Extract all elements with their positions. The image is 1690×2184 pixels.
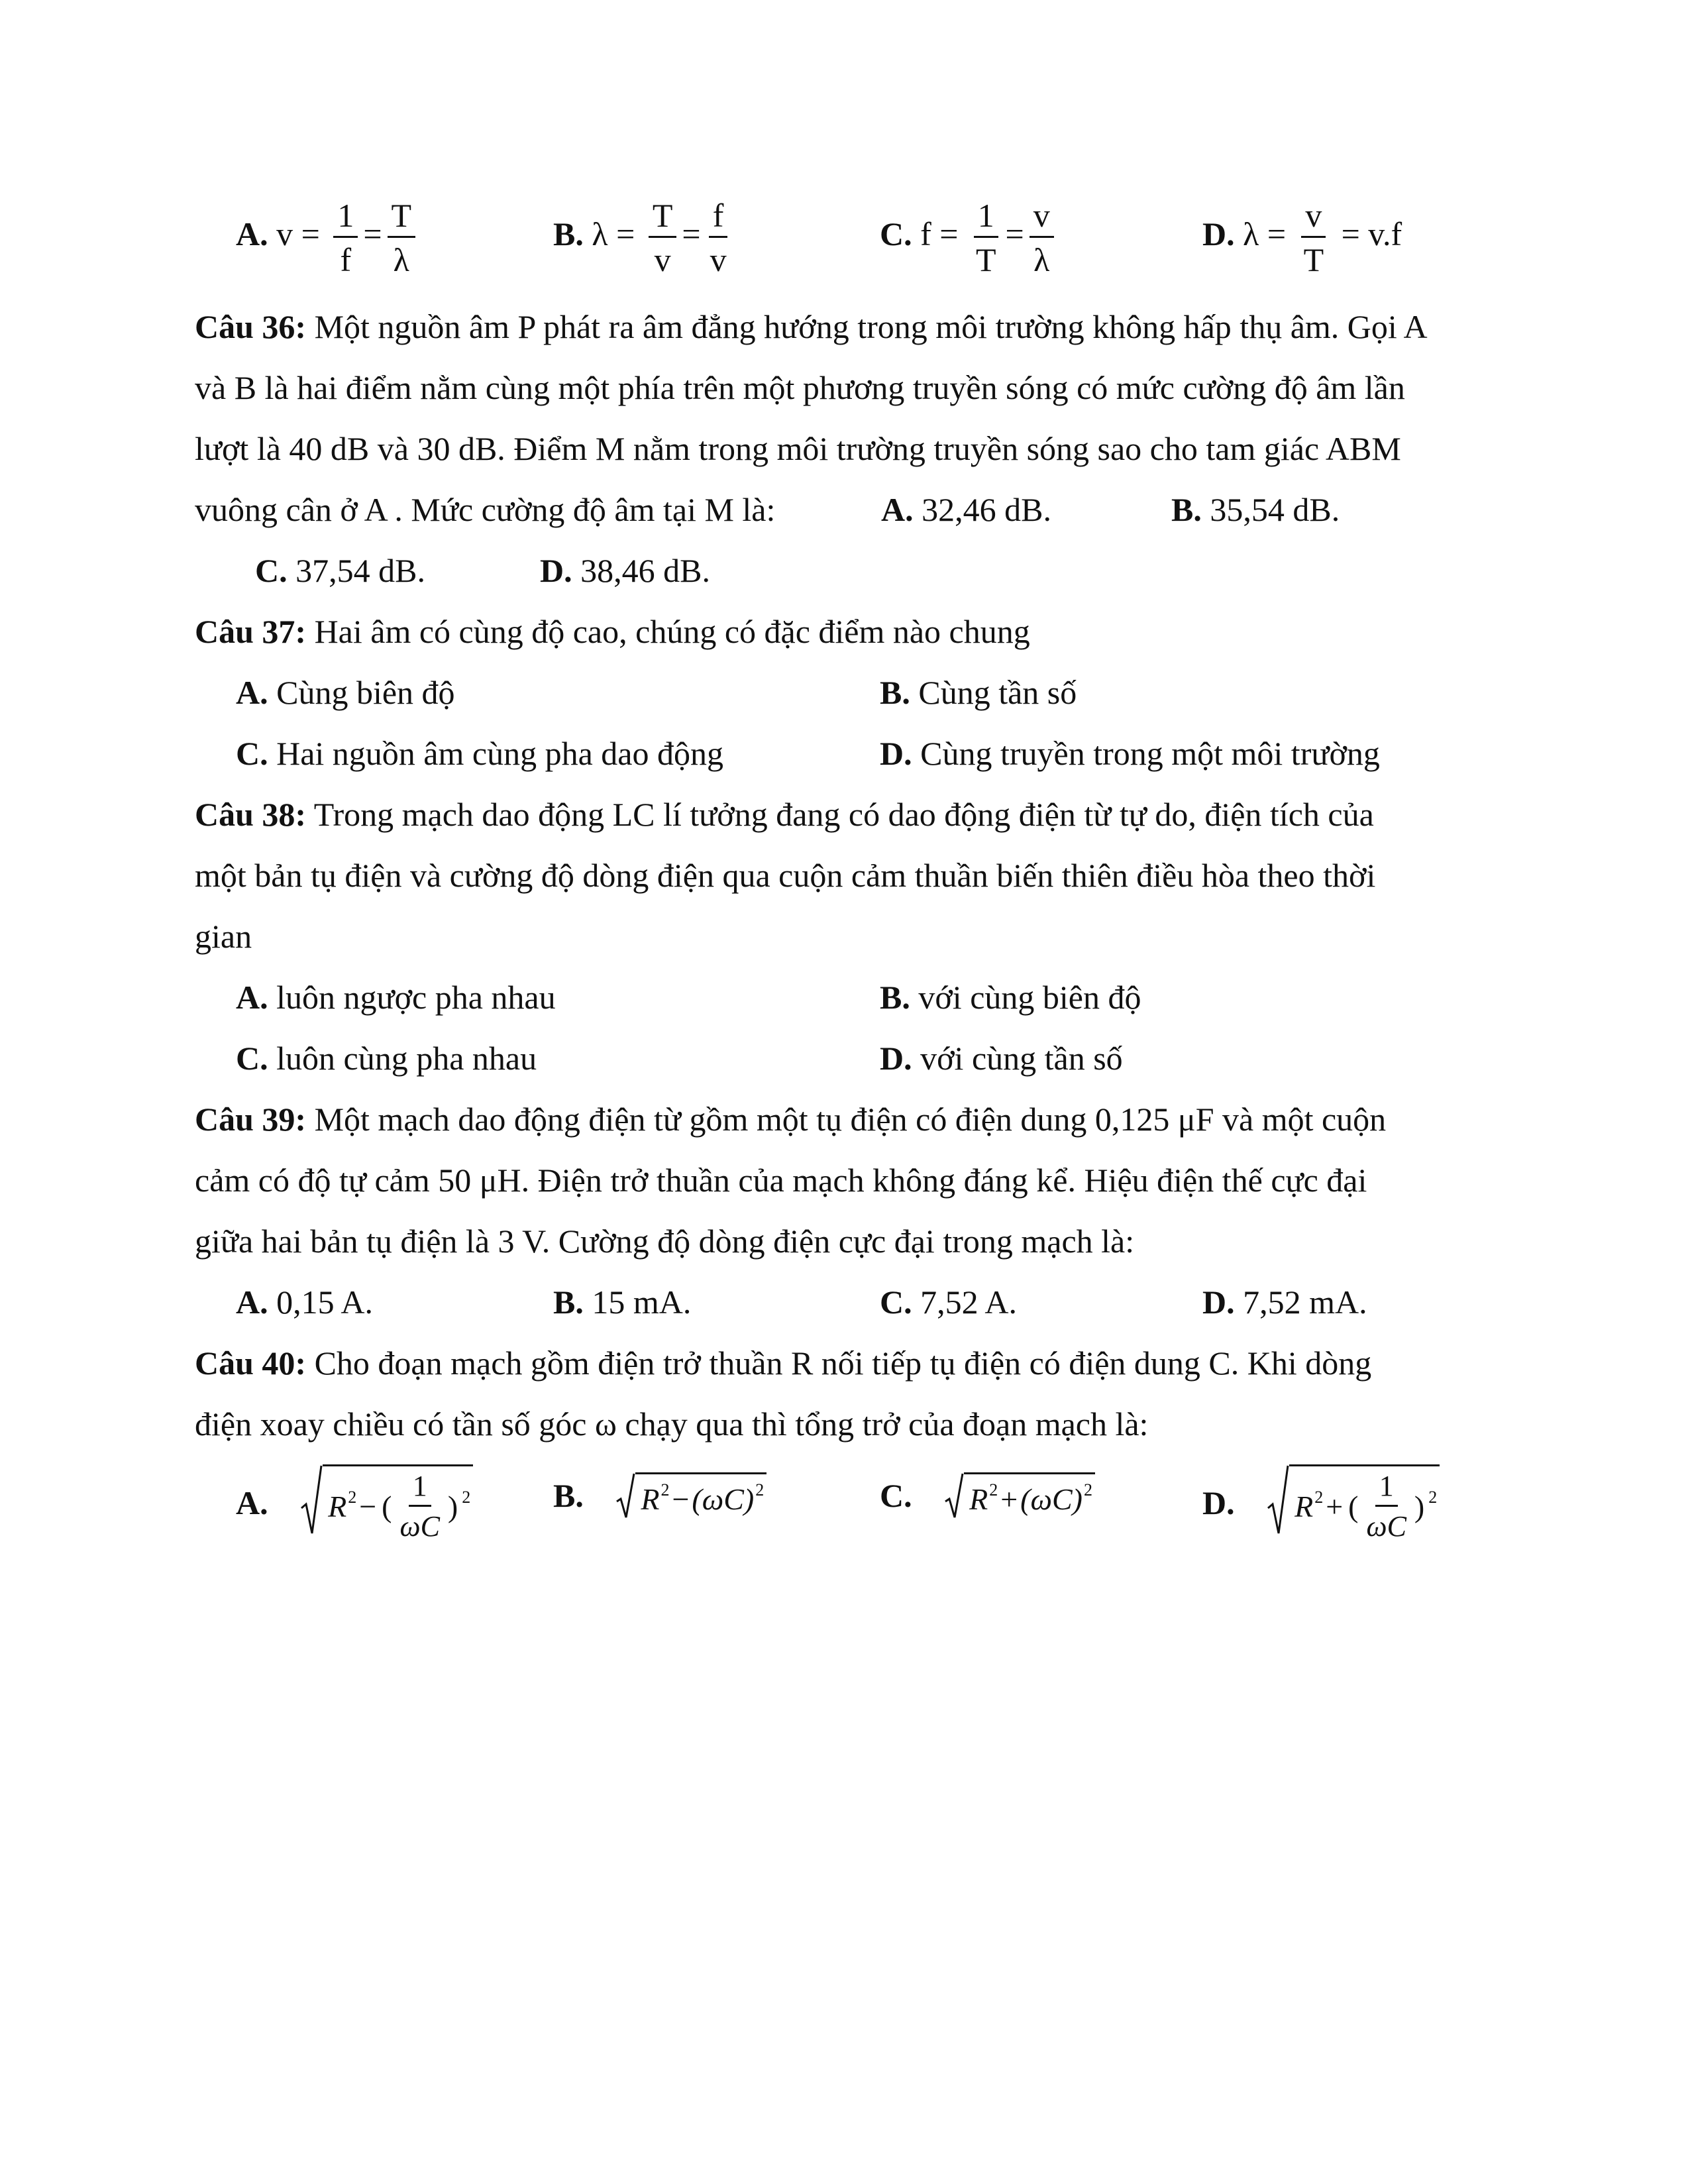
q40-line-1: Câu 40: Cho đoạn mạch gồm điện trở thuần R nối tiếp tụ điện có điện dung C. Khi dòng <box>195 1344 1372 1382</box>
q38-option-d: D. với cùng tần số <box>880 1040 1123 1077</box>
question-label: Câu 36: <box>195 308 307 345</box>
q38-line-3: gian <box>195 918 252 955</box>
q35-option-b: B. λ = $\frac{T}{v}$ = $\frac{f}{v}$ <box>553 199 736 276</box>
q39-line-3: giữa hai bản tụ điện là 3 V. Cường độ dòng điện cực đại trong mạch là: <box>195 1223 1135 1260</box>
fraction: $\frac{T}{v}$ <box>649 199 677 276</box>
question-label: Câu 38: <box>195 796 307 833</box>
fraction: $\frac{1}{T}$ <box>972 199 1000 276</box>
q37-line-1: Câu 37: Hai âm có cùng độ cao, chúng có đặc điểm nào chung <box>195 613 1030 650</box>
q39-line-2: cảm có độ tự cảm 50 μH. Điện trở thuần của mạch không đáng kể. Hiệu điện thế cực đại <box>195 1162 1367 1199</box>
q36-option-a: A. 32,46 dB. <box>881 491 1051 528</box>
q36-line-1: Câu 36: Một nguồn âm P phát ra âm đẳng hướng trong môi trường không hấp thụ âm. Gọi A <box>195 308 1428 345</box>
fraction: $\frac{v}{\lambda}$ <box>1030 199 1054 276</box>
q39-option-b: B. 15 mA. <box>553 1283 692 1321</box>
q39-option-d: D. 7,52 mA. <box>1202 1283 1367 1321</box>
question-label: Câu 39: <box>195 1101 307 1138</box>
q35-option-c: C. f = $\frac{1}{T}$ = $\frac{v}{\lambda}$ <box>880 199 1059 276</box>
question-label: Câu 40: <box>195 1344 307 1382</box>
q38-line-1: Câu 38: Trong mạch dao động LC lí tưởng đang có dao động điện từ tự do, điện tích của <box>195 796 1374 833</box>
q40-option-a: A. R $^2$ − ( $\frac{1}{\omega C}$ ) $^2$ <box>236 1464 473 1541</box>
q36-option-d: D. 38,46 dB. <box>540 552 710 589</box>
q35-option-d: D. λ = $\frac{v}{T}$ = v.f <box>1202 197 1402 278</box>
square-root: R $^2$ − ( ωC ) $^2$ <box>615 1472 766 1519</box>
question-label: Câu 37: <box>195 613 307 650</box>
q38-option-a: A. luôn ngược pha nhau <box>236 979 556 1016</box>
q38-line-2: một bản tụ điện và cường độ dòng điện qua cuộn cảm thuần biến thiên điều hòa theo thời <box>195 857 1376 894</box>
fraction: $\frac{1}{f}$ <box>333 199 358 276</box>
q39-line-1: Câu 39: Một mạch dao động điện từ gồm một tụ điện có điện dung 0,125 μF và một cuộn <box>195 1101 1387 1138</box>
fraction: $\frac{T}{\lambda}$ <box>388 199 416 276</box>
q40-option-d: D. R $^2$ + ( $\frac{1}{\omega C}$ ) $^2$ <box>1202 1464 1440 1541</box>
square-root: R $^2$ + ( ωC ) $^2$ <box>944 1472 1095 1519</box>
q36-option-c: C. 37,54 dB. <box>255 552 425 589</box>
q36-line-3: lượt là 40 dB và 30 dB. Điểm M nằm trong môi trường truyền sóng sao cho tam giác ABM <box>195 430 1401 467</box>
fraction: $\frac{f}{v}$ <box>710 197 727 278</box>
q38-option-b: B. với cùng biên độ <box>880 979 1141 1016</box>
q40-option-c: C. R $^2$ + ( ωC ) $^2$ <box>880 1472 1095 1519</box>
q35-option-a: A. v = $\frac{1}{f}$ = $\frac{T}{\lambda}$ <box>236 199 421 276</box>
q36-option-b: B. 35,54 dB. <box>1171 491 1340 528</box>
fraction: $\frac{v}{T}$ <box>1300 199 1328 276</box>
square-root: R $^2$ − ( $\frac{1}{\omega C}$ ) $^2$ <box>300 1464 473 1541</box>
q36-line-2: và B là hai điểm nằm cùng một phía trên một phương truyền sóng có mức cường độ âm lần <box>195 369 1405 406</box>
q37-option-a: A. Cùng biên độ <box>236 674 455 711</box>
q37-option-d: D. Cùng truyền trong một môi trường <box>880 735 1380 772</box>
q37-option-c: C. Hai nguồn âm cùng pha dao động <box>236 735 723 772</box>
q39-option-a: A. 0,15 A. <box>236 1283 373 1321</box>
q38-option-c: C. luôn cùng pha nhau <box>236 1040 537 1077</box>
q40-option-b: B. R $^2$ − ( ωC ) $^2$ <box>553 1472 766 1519</box>
q37-option-b: B. Cùng tần số <box>880 674 1077 711</box>
q36-line-4: vuông cân ở A . Mức cường độ âm tại M là: <box>195 491 776 528</box>
q40-line-2: điện xoay chiều có tần số góc ω chạy qua thì tổng trở của đoạn mạch là: <box>195 1405 1149 1443</box>
square-root: R $^2$ + ( $\frac{1}{\omega C}$ ) $^2$ <box>1267 1464 1440 1541</box>
q39-option-c: C. 7,52 A. <box>880 1283 1017 1321</box>
